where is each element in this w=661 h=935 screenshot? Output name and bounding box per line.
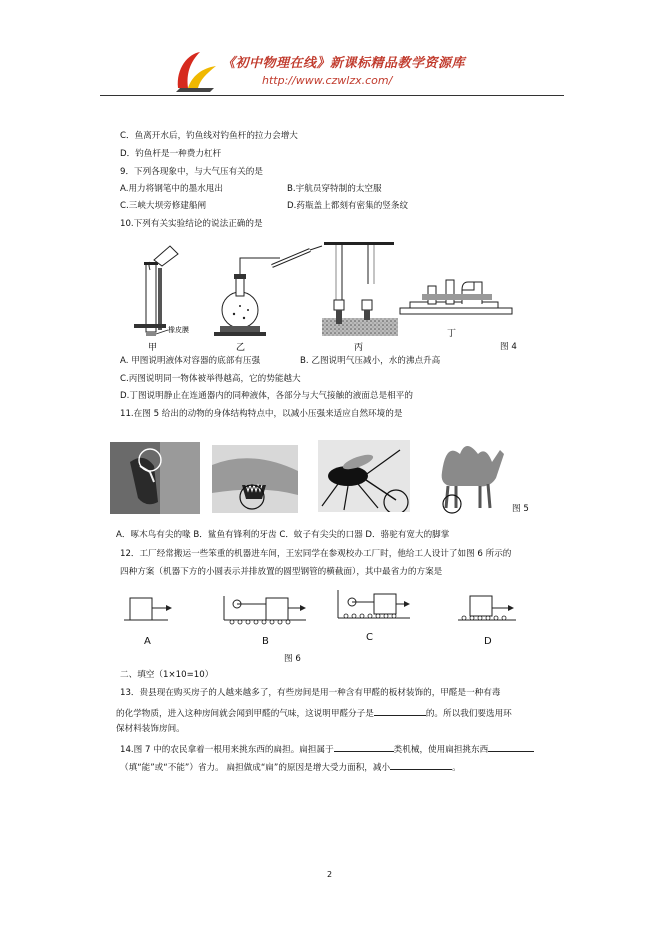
- q9-option-b: B.宇航员穿特制的太空服: [287, 184, 382, 194]
- figure-6-option-d-diagram: [458, 596, 516, 620]
- figure-6-option-c-diagram: [338, 590, 410, 618]
- q10-option-d: D.丁图说明静止在连通器内的同种液体，各部分与大气接触的液面总是相平的: [120, 391, 413, 401]
- q13-line2-prefix: 的化学物质，进入这种房间就会闻到甲醛的气味，这说明甲醛分子是: [116, 709, 374, 719]
- q13-line1: 13．贵县现在购买房子的人越来越多了，有些房间是用一种含有甲醛的板材装饰的，甲醛是一种有毒: [120, 688, 501, 698]
- q14-answer-blank-2[interactable]: [488, 742, 534, 752]
- figure-4-ding-apparatus: [400, 280, 512, 314]
- q11-stem: 11.在图 5 给出的动物的身体结构特点中，以减小压强来适应自然环境的是: [120, 409, 403, 419]
- figure-4: [110, 236, 540, 354]
- q8-option-c: C．鱼离开水后，钓鱼线对钓鱼杆的拉力会增大: [120, 131, 298, 141]
- figure-4-label-yi: 乙: [236, 343, 246, 353]
- q14-line1-middle: 类机械，使用扁担挑东西: [393, 745, 489, 755]
- q13-line3: 保材料装饰房间。: [116, 724, 185, 734]
- figure-6-option-a-diagram: [124, 598, 172, 620]
- q10-option-a: A. 甲图说明液体对容器的底部有压强: [120, 356, 261, 366]
- figure-6: [120, 584, 520, 646]
- q9-option-c: C.三峡大坝旁修建船闸: [120, 201, 207, 211]
- page-number: 2: [327, 870, 333, 879]
- q13-line2-suffix: 的。所以我们要选用环: [425, 709, 512, 719]
- figure-4-label-ding: 丁: [447, 329, 457, 339]
- q14-line2-suffix: 。: [452, 763, 461, 773]
- q14-line1: [120, 742, 534, 756]
- q13-answer-blank[interactable]: [374, 706, 426, 716]
- figure-6-label-d: D: [484, 636, 492, 647]
- figure-4-label-jia: 甲: [148, 343, 158, 353]
- figure-6-option-b-diagram: [224, 596, 306, 624]
- figure-4-caption: 图 4: [500, 342, 517, 352]
- q14-answer-blank-1[interactable]: [334, 742, 394, 752]
- figure-6-label-a: A: [144, 636, 151, 647]
- q14-answer-blank-3[interactable]: [390, 760, 452, 770]
- q9-option-a: A.用力将钢笔中的墨水甩出: [120, 184, 223, 194]
- site-title: 《初中物理在线》新课标精品教学资源库: [222, 56, 466, 71]
- q10-option-b: B. 乙图说明气压减小，水的沸点升高: [300, 356, 441, 366]
- figure-6-label-b: B: [262, 636, 269, 647]
- q9-stem: 9．下列各现象中，与大气压有关的是: [120, 167, 263, 177]
- q13-line2: [116, 706, 512, 720]
- figure-5-woodpecker-photo: [110, 442, 200, 514]
- q10-option-c: C.丙图说明同一物体被举得越高，它的势能越大: [120, 374, 301, 384]
- figure-5-shark-photo: [212, 445, 298, 513]
- figure-4-label-rubber-film: 橡皮膜: [168, 326, 189, 334]
- q12-stem-line1: 12．工厂经常搬运一些笨重的机器进车间，王宏同学在参观校办工厂时，他给工人设计了如图 6 所示的: [120, 549, 512, 559]
- figure-6-caption: 图 6: [284, 654, 301, 664]
- site-url[interactable]: http://www.czwlzx.com/: [262, 74, 393, 87]
- figure-4-yi-apparatus: [214, 246, 322, 336]
- q8-option-d: D．钓鱼杆是一种费力杠杆: [120, 149, 222, 159]
- figure-5-camel-photo: [430, 432, 508, 514]
- q12-stem-line2: 四种方案（机器下方的小圆表示并排放置的圆型钢管的横截面），其中最省力的方案是: [120, 567, 443, 577]
- figure-6-label-c: C: [366, 632, 373, 643]
- figure-5-caption: 图 5: [512, 504, 529, 514]
- q10-stem: 10.下列有关实验结论的说法正确的是: [120, 219, 263, 229]
- header-divider: [100, 95, 564, 96]
- site-logo-icon: [170, 48, 220, 92]
- q14-line1-prefix: 14.图 7 中的农民拿着一根用来挑东西的扁担。扁担属于: [120, 745, 334, 755]
- q11-options: A．啄木鸟有尖的喙 B．鲨鱼有锋利的牙齿 C．蚊子有尖尖的口器 D．骆驼有宽大的脚掌: [116, 530, 450, 540]
- section-2-title: 二、填空（1×10=10）: [120, 670, 214, 680]
- figure-5-mosquito-photo: [318, 440, 410, 512]
- figure-4-jia-apparatus: [134, 246, 178, 336]
- q9-option-d: D.药瓶盖上都刻有密集的竖条纹: [287, 201, 409, 211]
- q14-line2: [120, 760, 461, 774]
- figure-4-bing-apparatus: [322, 242, 398, 336]
- figure-4-label-bing: 丙: [354, 343, 364, 353]
- q14-line2-prefix: （填“能”或“不能”）省力。 扁担做成“扁”的原因是增大受力面积，减小: [120, 763, 391, 773]
